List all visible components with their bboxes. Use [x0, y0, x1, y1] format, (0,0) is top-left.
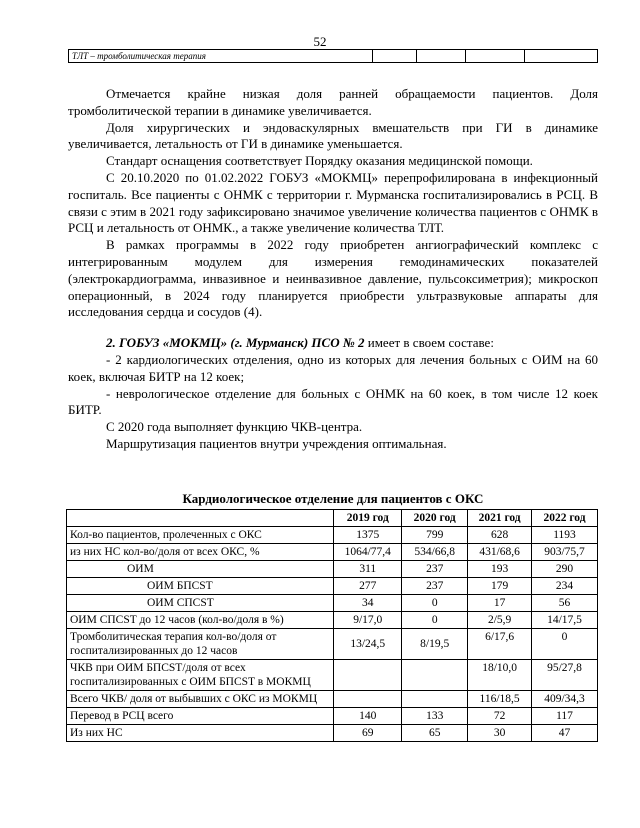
table-row [67, 595, 598, 612]
cell: 1193 [532, 527, 598, 544]
table-row [67, 708, 598, 725]
header-cell: 2022 год [532, 510, 598, 527]
cell: 799 [402, 527, 468, 544]
row-label: Перевод в РСЦ всего [67, 708, 334, 725]
cell: 56 [532, 595, 598, 612]
cell: 277 [334, 578, 402, 595]
cell: 0 [402, 612, 468, 629]
row-label: ОИМ БПСST [67, 578, 334, 595]
cell: 14/17,5 [532, 612, 598, 629]
row-label: из них НС кол-во/доля от всех ОКС, % [67, 544, 334, 561]
cell: 628 [468, 527, 532, 544]
body-text-1 [68, 86, 598, 453]
paragraph: С 2020 года выполняет функцию ЧКВ-центра. [106, 419, 363, 435]
row-label: Из них НС [67, 725, 334, 742]
cell: 18/10,0 [468, 660, 532, 691]
paragraph: - 2 кардиологических отделения, одно из которых для лечения больных с ОИМ на 60 коек, включая БИТР на 12 коек; [68, 351, 598, 384]
table-row [67, 544, 598, 561]
cell: 0 [402, 595, 468, 612]
header-cell: 2019 год [334, 510, 402, 527]
cell [402, 691, 468, 708]
paragraph: Маршрутизация пациентов внутри учреждения оптимальная. [106, 435, 447, 451]
cell: 311 [334, 561, 402, 578]
row-label: ОИМ СПСST до 12 часов (кол-во/доля в %) [67, 612, 334, 629]
paragraph: Доля хирургических и эндоваскулярных вмешательств при ГИ в динамике увеличивается, летальность от ГИ в динамике уменьшается. [68, 119, 598, 152]
section-title-tail: имеет в своем составе: [364, 335, 494, 351]
top-table-fragment [68, 49, 598, 63]
cell: 179 [468, 578, 532, 595]
cell: 72 [468, 708, 532, 725]
table-header-row [67, 510, 598, 527]
page-number: 52 [313, 34, 327, 49]
table-row [67, 725, 598, 742]
table-row [67, 527, 598, 544]
cell: 47 [532, 725, 598, 742]
row-label: Кол-во пациентов, пролеченных с ОКС [67, 527, 334, 544]
cell: 30 [468, 725, 532, 742]
cell: 534/66,8 [402, 544, 468, 561]
cell: 409/34,3 [532, 691, 598, 708]
cell: 2/5,9 [468, 612, 532, 629]
cell [402, 660, 468, 691]
cell: 116/18,5 [468, 691, 532, 708]
paragraph: Отмечается крайне низкая доля ранней обращаемости пациентов. Доля тромболитической терапии в динамике увеличивается. [68, 86, 598, 118]
row-label: ОИМ [67, 561, 334, 578]
cell: 234 [532, 578, 598, 595]
table-row [67, 660, 598, 691]
header-cell: 2020 год [402, 510, 468, 527]
cell: 140 [334, 708, 402, 725]
cell: 237 [402, 561, 468, 578]
table-caption: Кардиологическое отделение для пациентов с ОКС [182, 491, 484, 506]
table-row [67, 629, 598, 660]
paragraph: Стандарт оснащения соответствует Порядку оказания медицинской помощи. [106, 153, 533, 169]
table-row [67, 691, 598, 708]
cell: 117 [532, 708, 598, 725]
cell: 34 [334, 595, 402, 612]
acs-table [66, 509, 598, 742]
header-cell: 2021 год [468, 510, 532, 527]
cell: 903/75,7 [532, 544, 598, 561]
cell [334, 691, 402, 708]
table-row [67, 612, 598, 629]
table-row [67, 578, 598, 595]
cell: 193 [468, 561, 532, 578]
row-label: Всего ЧКВ/ доля от выбывших с ОКС из МОКМЦ [67, 691, 334, 708]
paragraph: С 20.10.2020 по 01.02.2022 ГОБУЗ «МОКМЦ» перепрофилирована в инфекционный госпиталь. Все пациенты с ОНМК с территории г. Мурманска госпитализировались в РСЦ. В связи с этим в 2021 году зафиксировано значимое увеличение количества пациентов с ОНМК в РСЦ и летальность от ОНМК., а также увеличение количества ТЛТ. [68, 169, 598, 236]
row-label: Тромболитическая терапия кол-во/доля от госпитализированных до 12 часов [67, 629, 334, 660]
row-label: ОИМ СПСST [67, 595, 334, 612]
section-heading [68, 335, 598, 352]
paragraph: - неврологическое отделение для больных с ОНМК на 60 коек, в том числе 12 коек БИТР. [68, 385, 598, 418]
cell: 133 [402, 708, 468, 725]
row-label: ЧКВ при ОИМ БПСST/доля от всех госпитализированных с ОИМ БПСST в МОКМЦ [67, 660, 334, 691]
header-cell [67, 510, 334, 527]
top-table-note: ТЛТ – тромболитическая терапия [69, 50, 373, 63]
cell: 1375 [334, 527, 402, 544]
cell: 65 [402, 725, 468, 742]
cell: 9/17,0 [334, 612, 402, 629]
cell: 95/27,8 [532, 660, 598, 691]
cell: 290 [532, 561, 598, 578]
cell: 13/24,5 [334, 629, 402, 660]
cell: 1064/77,4 [334, 544, 402, 561]
cell: 431/68,6 [468, 544, 532, 561]
cell: 17 [468, 595, 532, 612]
cell [334, 660, 402, 691]
cell: 8/19,5 [402, 629, 468, 660]
cell: 237 [402, 578, 468, 595]
table-row [67, 561, 598, 578]
cell: 0 [532, 629, 598, 660]
section-title: 2. ГОБУЗ «МОКМЦ» (г. Мурманск) ПСО № 2 [106, 335, 365, 351]
cell: 6/17,6 [468, 629, 532, 660]
paragraph: В рамках программы в 2022 году приобретен ангиографический комплекс с интегрированным модулем для измерения гемодинамических показателей (электрокардиограмма, инвазивное и неинвазивное давление, пульсоксиметрия); микроскоп операционный, в 2024 году планируется приобрести ультразвуковые аппараты для исследования сердца и сосудов (4). [68, 237, 598, 320]
cell: 69 [334, 725, 402, 742]
